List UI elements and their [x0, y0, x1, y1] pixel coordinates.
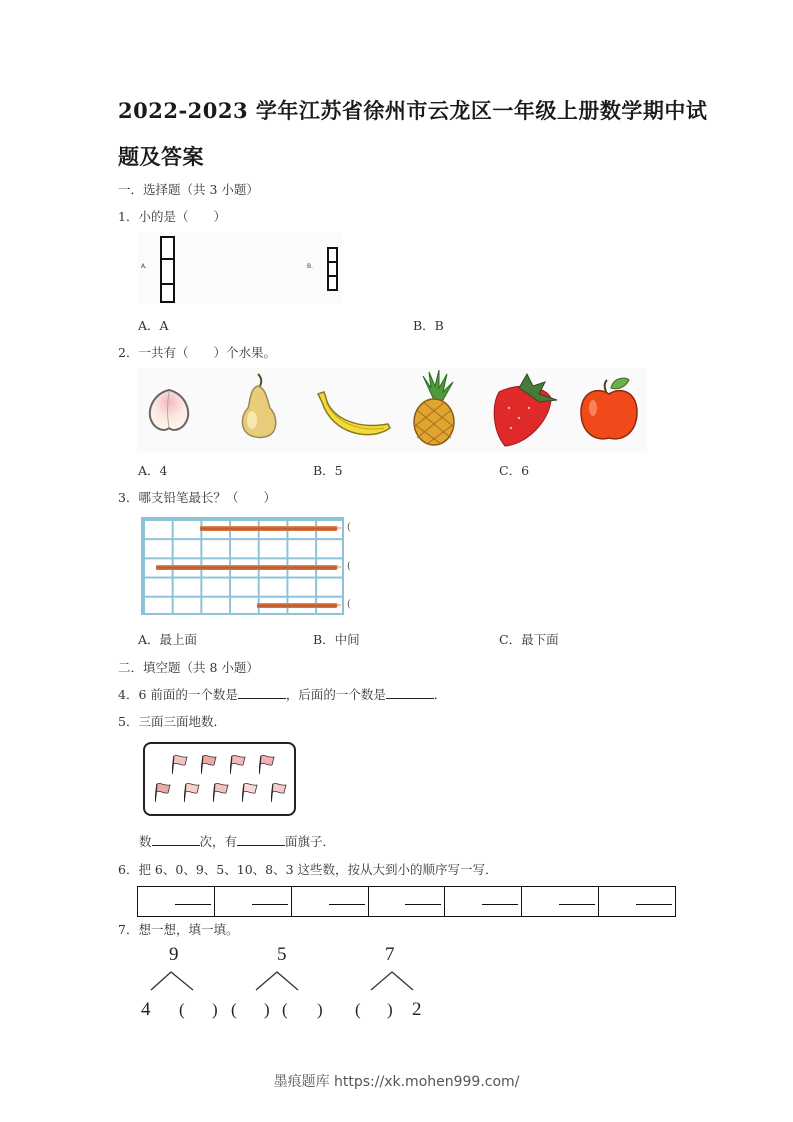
q2-option-c[interactable]: C．6	[499, 463, 530, 478]
q1-figure	[137, 232, 342, 304]
pineapple-icon	[409, 370, 459, 446]
bond2-left-paren-open[interactable]: (	[231, 1000, 237, 1019]
bond1-right-paren-close[interactable]: )	[212, 1000, 218, 1019]
q3-option-b[interactable]: B．中间	[313, 632, 360, 647]
peach-icon	[143, 384, 195, 436]
strawberry-icon	[489, 372, 561, 448]
apple-icon	[577, 374, 641, 446]
pencil-middle	[156, 565, 337, 570]
bond1-left-value: 4	[141, 999, 151, 1020]
bond3-top: 7	[385, 944, 395, 965]
bond2-left-paren-close[interactable]: )	[264, 1000, 270, 1019]
section1-heading: 一．选择题（共 3 小题）	[118, 182, 259, 197]
flag-icon	[201, 754, 217, 774]
q5-blank-times[interactable]	[152, 833, 200, 846]
q4-blank-after[interactable]	[386, 686, 434, 699]
q5-flags-box	[143, 742, 296, 816]
flag-icon	[259, 754, 275, 774]
q7-number-bonds	[137, 942, 427, 1027]
flag-icon	[184, 782, 200, 802]
flag-icon	[213, 782, 229, 802]
q6-cell[interactable]	[215, 887, 292, 916]
bond-branch-lines	[137, 968, 427, 992]
q4-text-part2: ，后面的一个数是	[285, 687, 386, 702]
flag-icon	[242, 782, 258, 802]
q3-option-a[interactable]: A．最上面	[138, 632, 198, 647]
pencil-top	[200, 526, 337, 531]
bond2-top: 5	[277, 944, 287, 965]
bond2-right-paren-close[interactable]: )	[317, 1000, 323, 1019]
q6-cell[interactable]	[522, 887, 599, 916]
q4-blank-before[interactable]	[238, 686, 286, 699]
pencil-bottom	[257, 603, 337, 608]
bond2-right-paren-open[interactable]: (	[282, 1000, 288, 1019]
q5-answer-part3: 面旗子．	[285, 834, 336, 849]
q6-cell[interactable]	[599, 887, 675, 916]
q1-stack-a	[160, 236, 175, 303]
bond1-top: 9	[169, 944, 179, 965]
flag-icon	[271, 782, 287, 802]
banana-icon	[314, 390, 394, 440]
q3-pencil-grid	[141, 517, 344, 615]
q5-answer-part1: 数	[139, 834, 152, 849]
q2-option-a[interactable]: A．4	[138, 463, 168, 478]
q6-cell[interactable]	[369, 887, 446, 916]
bond1-right-paren-open[interactable]: (	[179, 1000, 185, 1019]
flag-icon	[172, 754, 188, 774]
q3-paren-top: (	[347, 522, 351, 533]
section2-heading: 二．填空题（共 8 小题）	[118, 660, 259, 675]
q5-text: 5．三面三面地数．	[118, 714, 226, 729]
flag-icon	[230, 754, 246, 774]
q3-text: 3．哪支铅笔最长？（ ）	[118, 490, 276, 505]
q1-option-b[interactable]: B．B	[413, 318, 444, 333]
q2-option-b[interactable]: B．5	[313, 463, 343, 478]
q1-option-a[interactable]: A．A	[138, 318, 169, 333]
q7-text: 7．想一想，填一填。	[118, 922, 239, 937]
flag-icon	[155, 782, 171, 802]
q6-cell[interactable]	[138, 887, 215, 916]
document-title-line1: 2022-2023 学年江苏省徐州市云龙区一年级上册数学期中试	[118, 98, 708, 123]
q6-cell[interactable]	[445, 887, 522, 916]
q1-figure-label-a: A.	[141, 263, 147, 270]
bond3-right-value: 2	[412, 999, 422, 1020]
document-title-line2: 题及答案	[118, 144, 204, 169]
bond3-left-paren-close[interactable]: )	[387, 1000, 393, 1019]
pear-icon	[232, 372, 284, 440]
q5-answer-part2: 次，有	[199, 834, 238, 849]
q4-text-part3: ．	[433, 687, 447, 702]
q6-text: 6．把 6、0、9、5、10、8、3 这些数，按从大到小的顺序写一写．	[118, 862, 498, 877]
q3-paren-bottom: (	[347, 599, 351, 610]
q4-line	[118, 685, 446, 703]
q3-option-c[interactable]: C．最下面	[499, 632, 559, 647]
q1-stack-b	[327, 247, 338, 291]
q2-text: 2．一共有（ ）个水果。	[118, 345, 276, 360]
q6-answer-table	[137, 886, 676, 917]
q3-paren-middle: (	[347, 561, 351, 572]
q5-blank-flags[interactable]	[237, 833, 285, 846]
q1-figure-label-b: B.	[307, 263, 314, 270]
q2-fruits-image	[137, 368, 647, 452]
q5-answer-line	[139, 832, 335, 850]
q4-text-part1: 4．6 前面的一个数是	[118, 687, 238, 702]
bond3-left-paren-open[interactable]: (	[355, 1000, 361, 1019]
q1-text: 1．小的是（ ）	[118, 209, 226, 224]
footer-watermark: 墨痕题库 https://xk.mohen999.com/	[273, 1074, 520, 1090]
q6-cell[interactable]	[292, 887, 369, 916]
